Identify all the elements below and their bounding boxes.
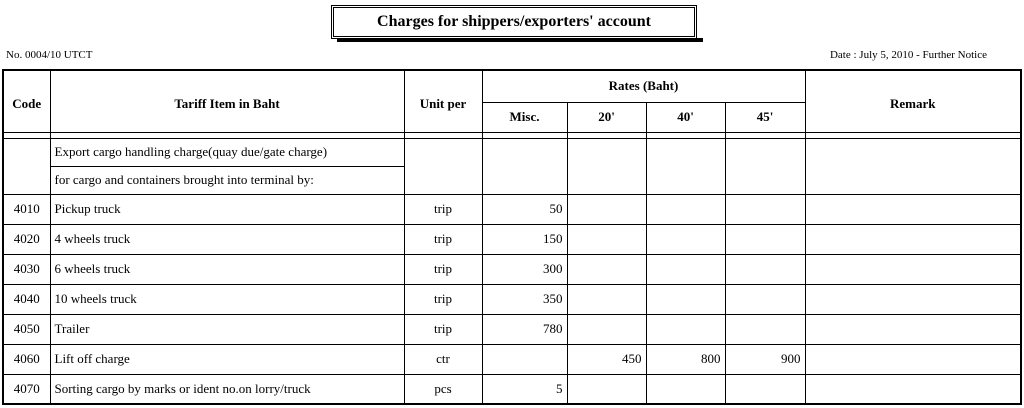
row-code: 4010 xyxy=(3,194,50,224)
table-row xyxy=(3,374,1021,404)
row-code: 4070 xyxy=(3,374,50,404)
row-misc: 50 xyxy=(482,194,567,224)
header-tariff-item: Tariff Item in Baht xyxy=(50,70,404,132)
row-item: Sorting cargo by marks or ident no.on lorry/truck xyxy=(50,374,404,404)
row-rate-45: 900 xyxy=(725,344,805,374)
row-item: 6 wheels truck xyxy=(50,254,404,284)
table-row xyxy=(3,284,1021,314)
row-item: Pickup truck xyxy=(50,194,404,224)
row-misc: 350 xyxy=(482,284,567,314)
row-item: Trailer xyxy=(50,314,404,344)
row-misc xyxy=(482,344,567,374)
row-rate-45 xyxy=(725,314,805,344)
header-unit-per: Unit per xyxy=(404,70,482,132)
row-rate-40: 800 xyxy=(646,344,725,374)
row-unit: ctr xyxy=(404,344,482,374)
row-rate-45 xyxy=(725,374,805,404)
intro-line-2: for cargo and containers brought into terminal by: xyxy=(50,166,404,194)
row-rate-20 xyxy=(567,224,646,254)
document-date: Date : July 5, 2010 - Further Notice xyxy=(829,49,987,61)
header-remark: Remark xyxy=(805,70,1021,132)
row-remark xyxy=(805,314,1021,344)
row-rate-20 xyxy=(567,254,646,284)
row-code: 4040 xyxy=(3,284,50,314)
row-misc: 5 xyxy=(482,374,567,404)
row-rate-40 xyxy=(646,224,725,254)
row-rate-40 xyxy=(646,194,725,224)
row-rate-45 xyxy=(725,224,805,254)
header-20ft: 20' xyxy=(567,102,646,132)
row-misc: 300 xyxy=(482,254,567,284)
row-remark xyxy=(805,254,1021,284)
header-code: Code xyxy=(3,70,50,132)
row-rate-40 xyxy=(646,284,725,314)
row-rate-20 xyxy=(567,194,646,224)
row-unit: pcs xyxy=(404,374,482,404)
intro-line-1: Export cargo handling charge(quay due/gate charge) xyxy=(50,138,404,166)
row-item: 10 wheels truck xyxy=(50,284,404,314)
row-remark xyxy=(805,224,1021,254)
row-code: 4020 xyxy=(3,224,50,254)
header-45ft: 45' xyxy=(725,102,805,132)
row-rate-45 xyxy=(725,194,805,224)
document-title xyxy=(331,5,697,39)
row-unit: trip xyxy=(404,314,482,344)
row-code: 4050 xyxy=(3,314,50,344)
row-remark xyxy=(805,344,1021,374)
table-row xyxy=(3,224,1021,254)
row-rate-20: 450 xyxy=(567,344,646,374)
row-rate-40 xyxy=(646,374,725,404)
row-item: 4 wheels truck xyxy=(50,224,404,254)
row-remark xyxy=(805,194,1021,224)
row-rate-45 xyxy=(725,254,805,284)
table-row xyxy=(3,254,1021,284)
row-rate-20 xyxy=(567,284,646,314)
row-rate-40 xyxy=(646,314,725,344)
row-rate-45 xyxy=(725,284,805,314)
row-code: 4030 xyxy=(3,254,50,284)
header-rates: Rates (Baht) xyxy=(482,70,805,102)
row-unit: trip xyxy=(404,224,482,254)
table-row xyxy=(3,344,1021,374)
row-remark xyxy=(805,374,1021,404)
document-title-text: Charges for shippers/exporters' account xyxy=(377,13,651,30)
header-40ft: 40' xyxy=(646,102,725,132)
header-misc: Misc. xyxy=(482,102,567,132)
row-unit: trip xyxy=(404,284,482,314)
table-row xyxy=(3,194,1021,224)
table-row xyxy=(3,314,1021,344)
row-rate-40 xyxy=(646,254,725,284)
row-rate-20 xyxy=(567,314,646,344)
document-number: No. 0004/10 UTCT xyxy=(6,49,93,61)
row-unit: trip xyxy=(404,254,482,284)
row-code: 4060 xyxy=(3,344,50,374)
intro-row-1 xyxy=(3,138,1021,166)
row-unit: trip xyxy=(404,194,482,224)
row-misc: 150 xyxy=(482,224,567,254)
tariff-table xyxy=(2,69,1022,405)
row-item: Lift off charge xyxy=(50,344,404,374)
row-remark xyxy=(805,284,1021,314)
row-rate-20 xyxy=(567,374,646,404)
row-misc: 780 xyxy=(482,314,567,344)
